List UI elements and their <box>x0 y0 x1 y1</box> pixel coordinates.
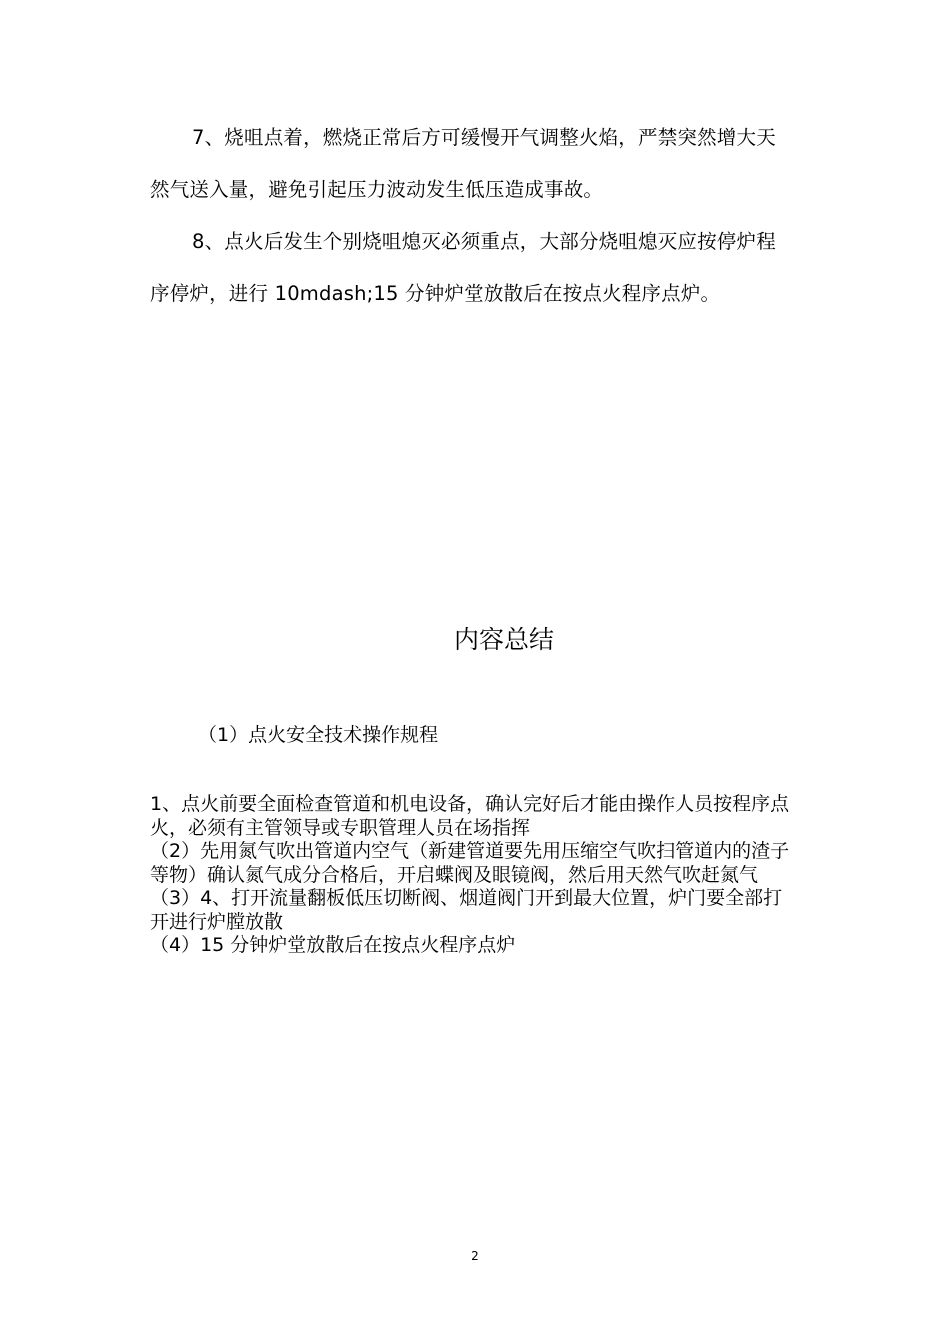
list-item: （4）15 分钟炉堂放散后在按点火程序点炉 <box>150 934 516 956</box>
list-item: （3）4、打开流量翻板低压切断阀、烟道阀门开到最大位置，炉门要全部打开进行炉膛放散 <box>150 887 783 933</box>
body-paragraph: 7、烧咀点着，燃烧正常后方可缓慢开气调整火焰，严禁突然增大天然气送入量，避免引起压力波动发生低压造成事故。 <box>150 126 776 201</box>
summary-title: 内容总结 <box>453 625 554 654</box>
section-heading: （1）点火安全技术操作规程 <box>198 724 439 746</box>
summary-list <box>150 793 798 958</box>
body-paragraph: 8、点火后发生个别烧咀熄灭必须重点，大部分烧咀熄灭应按停炉程序停炉，进行 10mdash;15 分钟炉堂放散后在按点火程序点炉。 <box>150 230 776 305</box>
page-number: 2 <box>471 1249 479 1263</box>
list-item: 1、点火前要全面检查管道和机电设备，确认完好后才能由操作人员按程序点火，必须有主管领导或专职管理人员在场指挥 <box>150 793 790 839</box>
list-item: （2）先用氮气吹出管道内空气（新建管道要先用压缩空气吹扫管道内的渣子等物）确认氮气成分合格后，开启蝶阀及眼镜阀，然后用天然气吹赶氮气 <box>150 840 790 886</box>
